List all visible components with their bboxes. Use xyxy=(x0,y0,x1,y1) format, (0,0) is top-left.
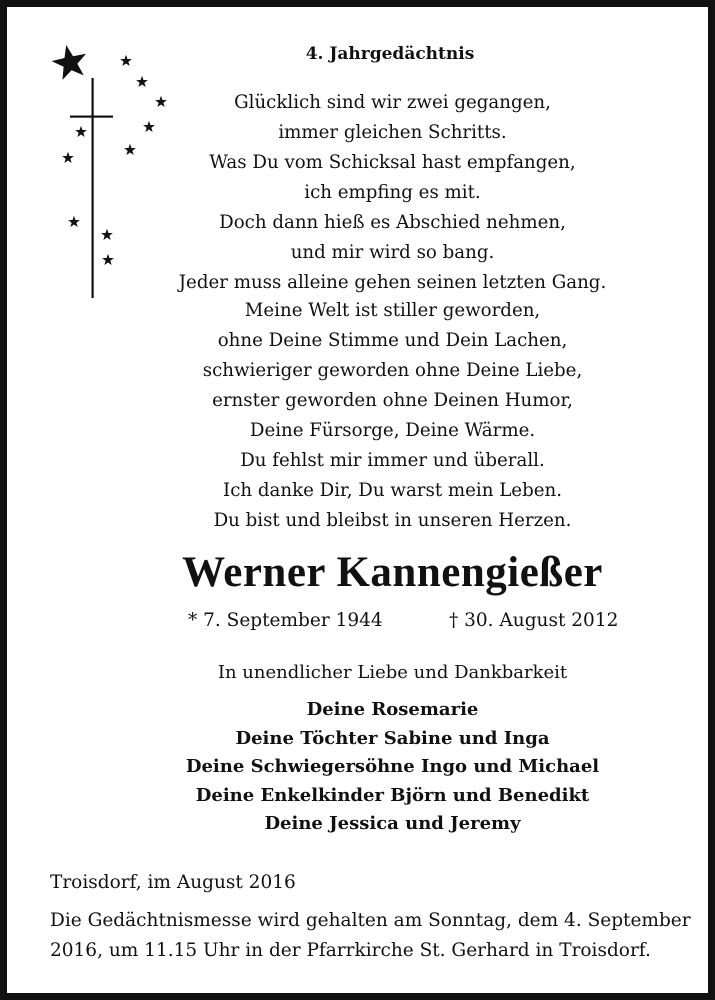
deceased-name: Werner Kannengießer xyxy=(182,549,603,596)
mourner-line: Deine Töchter Sabine und Inga xyxy=(235,727,550,749)
star-icon xyxy=(101,229,113,240)
mourner-line: Deine Schwiegersöhne Ingo und Michael xyxy=(185,756,600,777)
cross-vertical xyxy=(92,78,94,298)
place-date: Troisdorf, im August 2016 xyxy=(50,872,296,893)
mourner-line: Deine Rosemarie xyxy=(306,699,479,720)
poem-line: ernster geworden ohne Deinen Humor, xyxy=(212,390,573,411)
poem-line: und mir wird so bang. xyxy=(290,242,495,263)
death-date: † 30. August 2012 xyxy=(449,610,619,631)
mourners-list xyxy=(150,696,635,839)
star-icon xyxy=(120,55,132,66)
poem-line: Du bist und bleibst in unseren Herzen. xyxy=(213,510,572,531)
poem-verse-1 xyxy=(150,88,635,298)
notice-line: Die Gedächtnismesse wird gehalten am Sonntag, dem 4. September xyxy=(50,910,691,931)
star-icon xyxy=(68,216,80,227)
poem-line: Du fehlst mir immer und überall. xyxy=(240,450,545,471)
star-icon xyxy=(62,152,74,163)
star-icon xyxy=(124,144,136,155)
star-icon xyxy=(49,41,90,81)
dedication-line: In unendlicher Liebe und Dankbarkeit xyxy=(217,662,568,683)
star-icon xyxy=(102,254,114,265)
poem-line: schwieriger geworden ohne Deine Liebe, xyxy=(202,360,583,381)
poem-line: Jeder muss alleine gehen seinen letzten Gang. xyxy=(178,272,607,293)
poem-line: Glücklich sind wir zwei gegangen, xyxy=(234,92,551,113)
anniversary-heading: 4. Jahrgedächtnis xyxy=(305,44,475,64)
birth-date: * 7. September 1944 xyxy=(188,610,383,631)
cross-horizontal xyxy=(70,116,113,118)
poem-line: immer gleichen Schritts. xyxy=(278,122,507,143)
poem-verse-2 xyxy=(150,296,635,536)
memorial-mass-notice xyxy=(50,906,691,966)
poem-line: ohne Deine Stimme und Dein Lachen, xyxy=(217,330,568,351)
poem-line: Deine Fürsorge, Deine Wärme. xyxy=(249,420,536,441)
mourner-line: Deine Enkelkinder Björn und Benedikt xyxy=(195,784,590,806)
poem-line: Meine Welt ist stiller geworden, xyxy=(244,300,541,321)
poem-line: Was Du vom Schicksal hast empfangen, xyxy=(209,152,576,173)
notice-line: 2016, um 11.15 Uhr in der Pfarrkirche St. Gerhard in Troisdorf. xyxy=(50,940,651,961)
poem-line: Ich danke Dir, Du warst mein Leben. xyxy=(223,480,562,501)
star-icon xyxy=(75,126,87,137)
mourner-line: Deine Jessica und Jeremy xyxy=(264,813,521,834)
star-icon xyxy=(136,76,148,87)
poem-line: Doch dann hieß es Abschied nehmen, xyxy=(219,212,566,233)
poem-line: ich empfing es mit. xyxy=(304,182,481,203)
